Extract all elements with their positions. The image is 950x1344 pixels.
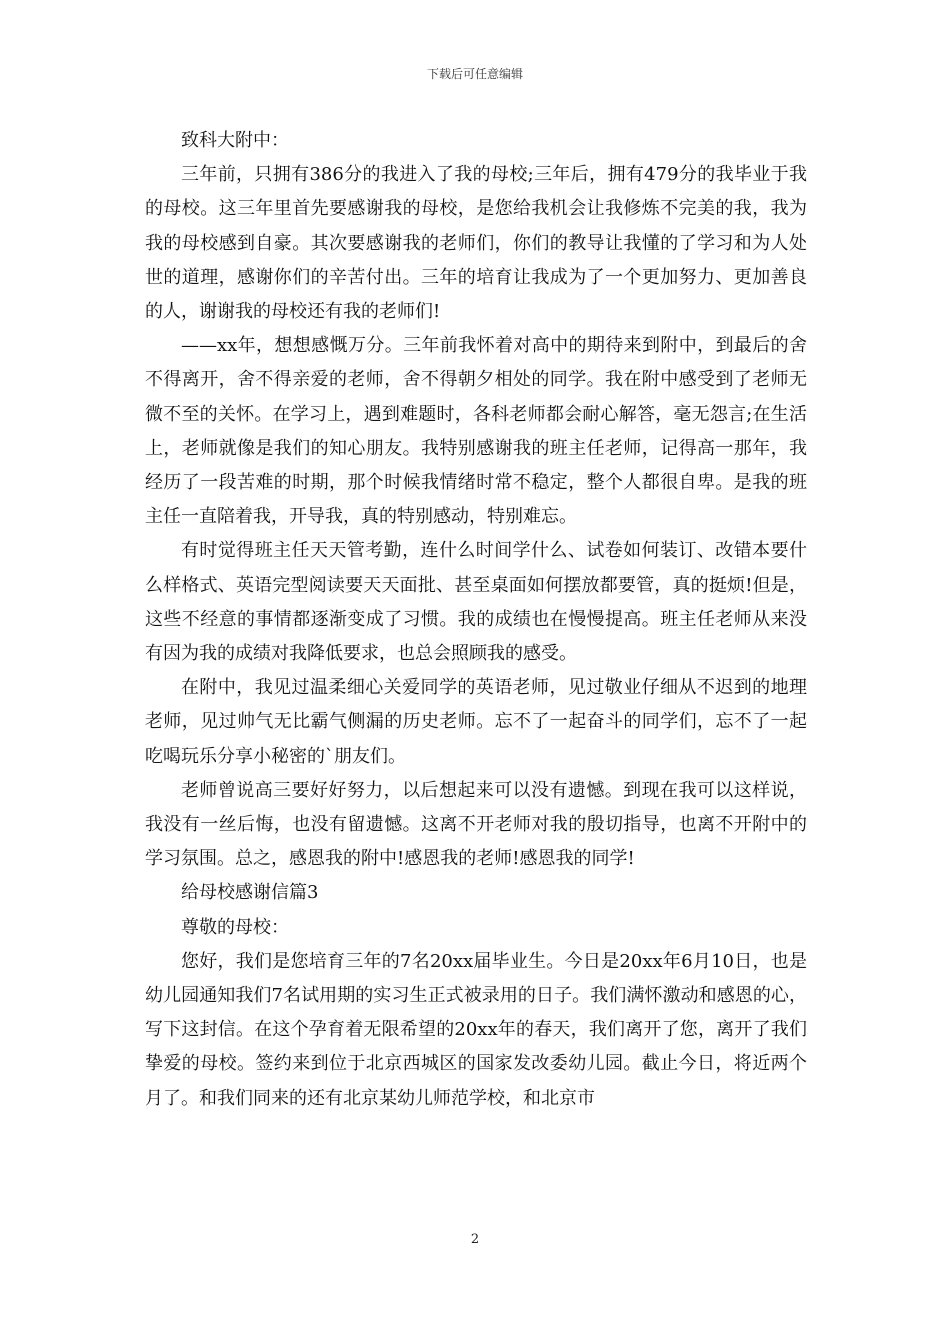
section-title: 给母校感谢信篇3 <box>181 882 319 904</box>
body-paragraph: 三年前，只拥有386分的我进入了我的母校;三年后，拥有479分的我毕业于我的母校。这三年里首先要感谢我的母校，是您给我机会让我修炼不完美的我，我为我的母校感到自豪。其次要感谢我的老师们，你们的教导让我懂的了学习和为人处世的道理，感谢你们的辛苦付出。三年的培育让我成为了一个更加努力、更加善良的人，谢谢我的母校还有我的老师们! <box>145 164 807 323</box>
body-paragraph: 在附中，我见过温柔细心关爱同学的英语老师，见过敬业仔细从不迟到的地理老师，见过帅气无比霸气侧漏的历史老师。忘不了一起奋斗的同学们，忘不了一起吃喝玩乐分享小秘密的`朋友们。 <box>145 677 807 767</box>
page-header: 下载后可任意编辑 <box>426 67 523 81</box>
document-body <box>145 124 807 1116</box>
salutation-paragraph: 致科大附中： <box>181 130 289 151</box>
body-paragraph: 您好，我们是您培育三年的7名20xx届毕业生。今日是20xx年6月10日，也是幼儿园通知我们7名试用期的实习生正式被录用的日子。我们满怀激动和感恩的心，写下这封信。在这个孕育着无限希望的20xx年的春天，我们离开了您，离开了我们挚爱的母校。签约来到位于北京西城区的国家发改委幼儿园。截止今日，将近两个月了。和我们同来的还有北京某幼儿师范学校，和北京市 <box>145 950 807 1109</box>
salutation-paragraph: 尊敬的母校： <box>181 916 289 938</box>
page-number: 2 <box>470 1232 480 1247</box>
body-paragraph: 有时觉得班主任天天管考勤，连什么时间学什么、试卷如何装订、改错本要什么样格式、英语完型阅读要天天面批、甚至桌面如何摆放都要管，真的挺烦!但是，这些不经意的事情都逐渐变成了习惯。我的成绩也在慢慢提高。班主任老师从来没有因为我的成绩对我降低要求，也总会照顾我的感受。 <box>145 540 807 665</box>
body-paragraph: ——xx年，想想感慨万分。三年前我怀着对高中的期待来到附中，到最后的舍不得离开，舍不得亲爱的老师，舍不得朝夕相处的同学。我在附中感受到了老师无微不至的关怀。在学习上，遇到难题时，各科老师都会耐心解答，毫无怨言;在生活上，老师就像是我们的知心朋友。我特别感谢我的班主任老师，记得高一那年，我经历了一段苦难的时期，那个时候我情绪时常不稳定，整个人都很自卑。是我的班主任一直陪着我，开导我，真的特别感动，特别难忘。 <box>145 335 807 528</box>
body-paragraph: 老师曾说高三要好好努力，以后想起来可以没有遗憾。到现在我可以这样说，我没有一丝后悔，也没有留遗憾。这离不开老师对我的殷切指导，也离不开附中的学习氛围。总之，感恩我的附中!感恩我的老师!感恩我的同学! <box>145 779 807 870</box>
